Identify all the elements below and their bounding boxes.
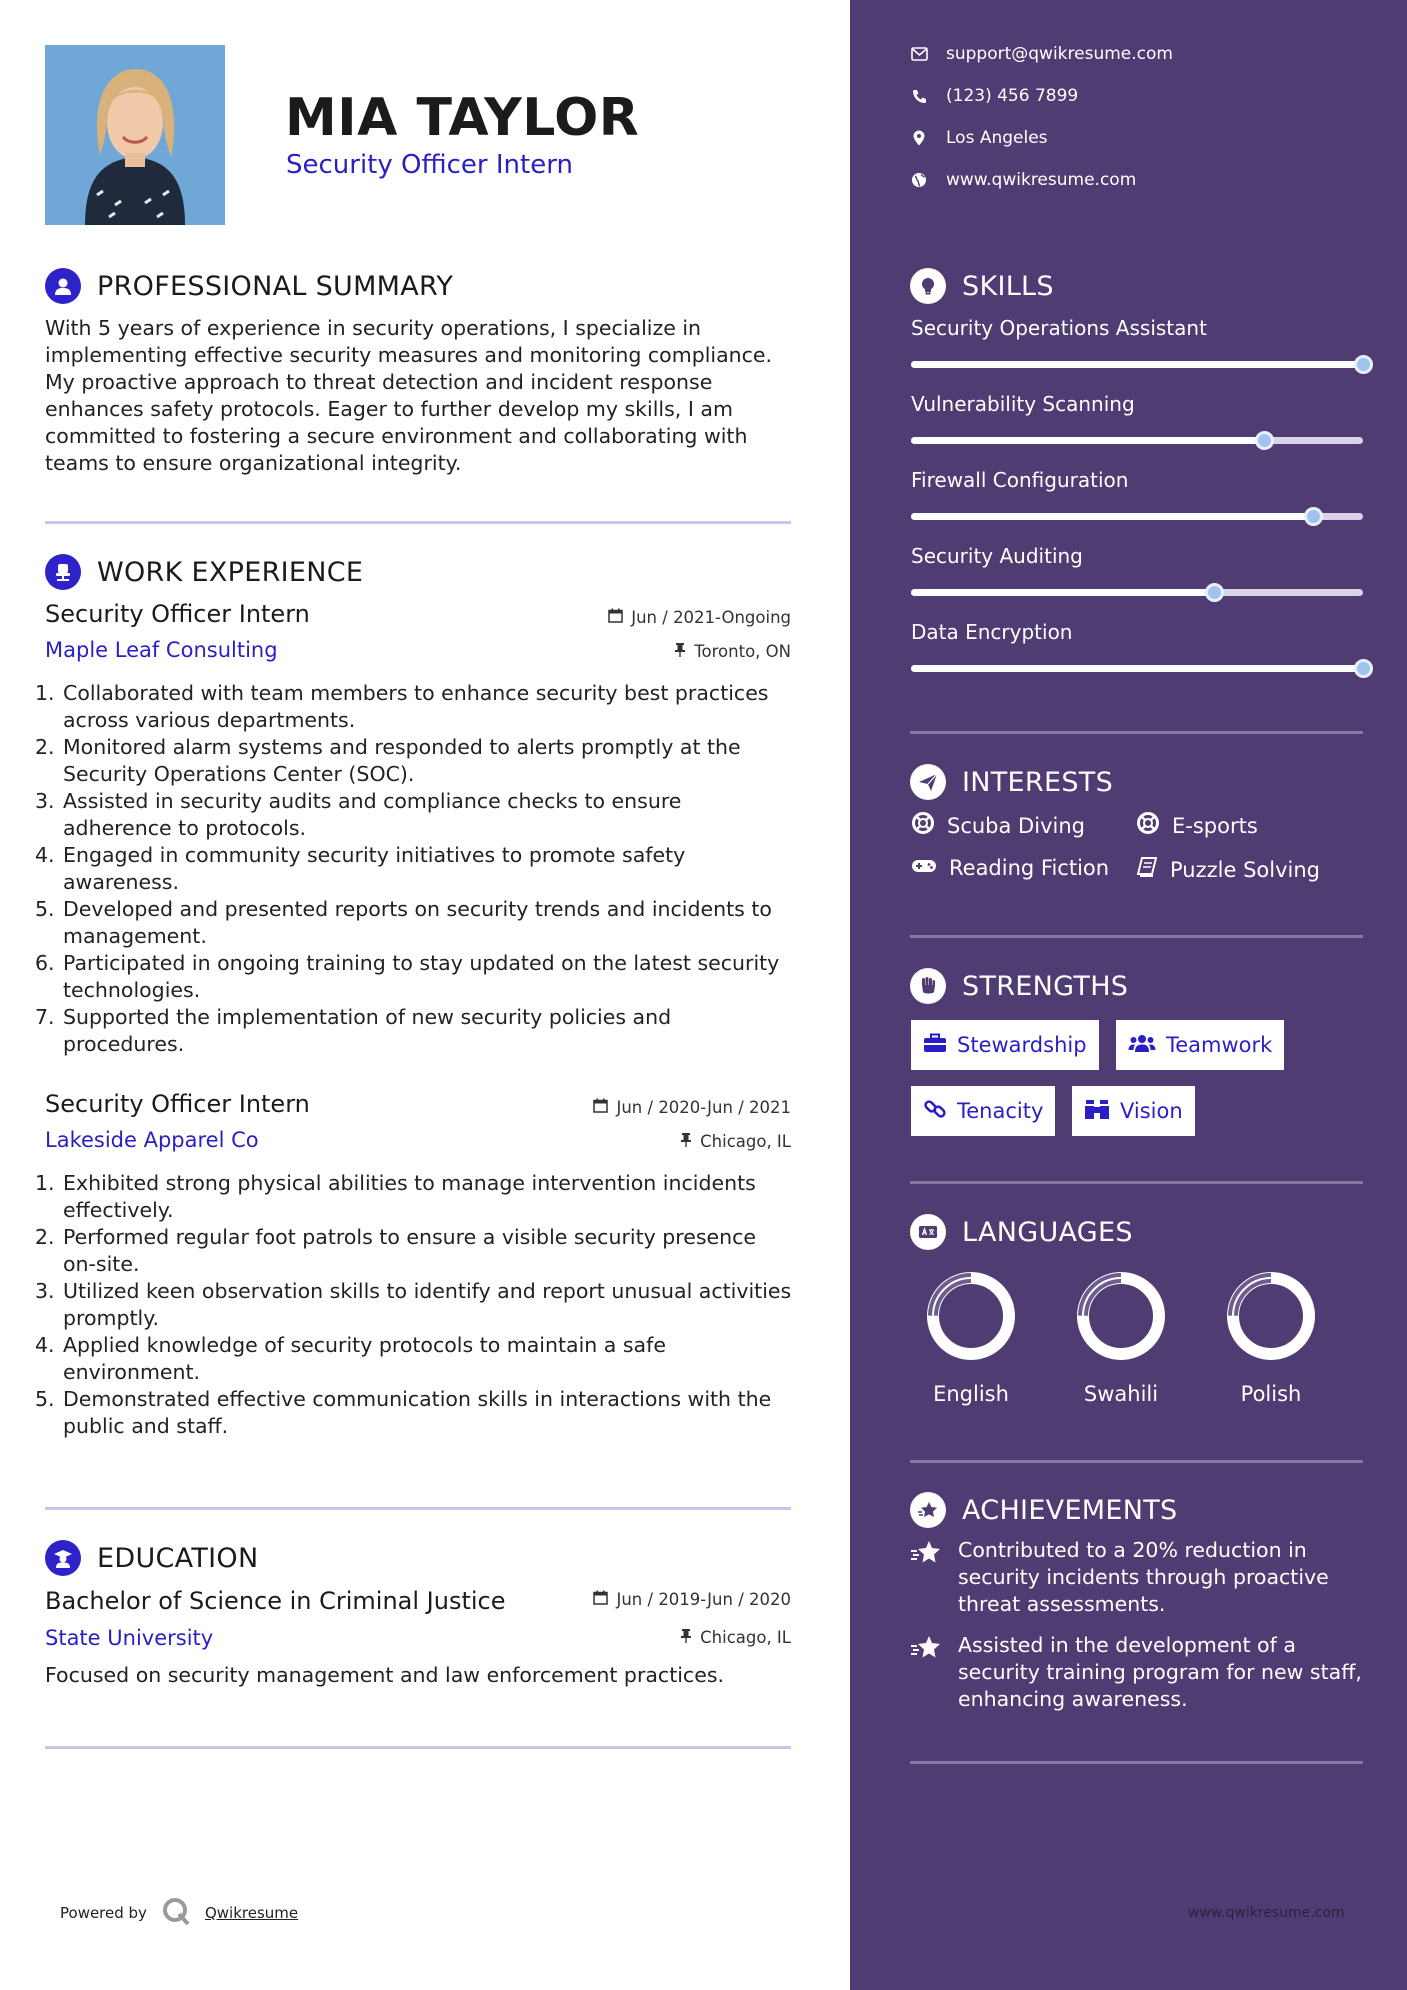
fist-icon (910, 968, 946, 1004)
footer-website[interactable]: www.qwikresume.com (1188, 1905, 1345, 1921)
language-item (911, 1268, 1031, 1406)
map-pin-icon (910, 129, 928, 147)
skill-label: Vulnerability Scanning (911, 392, 1135, 416)
job-location (674, 642, 791, 661)
interest-label: Puzzle Solving (1170, 857, 1320, 882)
language-item (1211, 1268, 1331, 1406)
skill-label: Security Operations Assistant (911, 316, 1207, 340)
interest-item (1136, 811, 1258, 840)
experience-title: WORK EXPERIENCE (97, 556, 364, 588)
skill-bar (911, 665, 1363, 672)
section-divider (910, 1181, 1363, 1184)
globe-icon (910, 171, 928, 189)
translate-icon (910, 1214, 946, 1250)
contact-phone-text: (123) 456 7899 (946, 86, 1079, 106)
strength-badge (911, 1086, 1055, 1136)
list-item: 4. Engaged in community security initiatives to promote safety awareness. (35, 843, 686, 894)
education-title: EDUCATION (97, 1542, 259, 1574)
candidate-role: Security Officer Intern (286, 150, 573, 180)
skill-bar (911, 437, 1363, 444)
interest-label: Scuba Diving (947, 813, 1085, 838)
skill-level-knob (1255, 431, 1274, 450)
binoculars-icon (1084, 1098, 1110, 1125)
contact-email[interactable] (910, 44, 1173, 64)
list-item: 7. Supported the implementation of new security policies and procedures. (35, 1005, 672, 1056)
candidate-name: MIA TAYLOR (285, 88, 640, 148)
list-item: 5. Demonstrated effective communication skills in interactions with the public and staff. (35, 1387, 772, 1438)
list-item: 5. Developed and presented reports on security trends and incidents to management. (35, 897, 772, 948)
strength-badge (1072, 1086, 1195, 1136)
section-divider (910, 1460, 1363, 1463)
sidebar (850, 0, 1407, 1990)
job-dates-text: Jun / 2021-Ongoing (631, 608, 791, 627)
language-name: Polish (1240, 1382, 1302, 1406)
job-dates (608, 608, 791, 627)
school-name: State University (45, 1626, 214, 1650)
achievements-header (910, 1492, 1178, 1528)
interest-item (1136, 856, 1320, 883)
strengths-title: STRENGTHS (962, 970, 1129, 1002)
skill-bar (911, 513, 1363, 520)
strength-label: Tenacity (957, 1099, 1044, 1123)
skill-bar (911, 361, 1363, 368)
profile-photo (45, 45, 225, 225)
list-item: 1. Collaborated with team members to enhance security best practices across various departments. (35, 681, 769, 732)
list-item: 2. Performed regular foot patrols to ensure a visible security presence on-site. (35, 1225, 757, 1276)
company-name: Maple Leaf Consulting (45, 638, 278, 662)
section-divider (45, 1507, 791, 1510)
summary-header (45, 268, 453, 304)
contact-location-text: Los Angeles (946, 128, 1048, 148)
summary-title: PROFESSIONAL SUMMARY (97, 270, 454, 302)
briefcase-icon (923, 1033, 947, 1058)
education-location-text: Chicago, IL (700, 1628, 791, 1647)
lifebuoy-icon (1136, 811, 1160, 840)
summary-text: With 5 years of experience in security operations, I specialize in implementing effective security measures and monitoring compliance. My proactive approach to threat detection and incident response enhances safety protocols. Eager to further develop my skills, I am committed to fostering a secure environment and collaborating with teams to ensure organizational integrity. (45, 316, 773, 475)
education-dates (593, 1590, 791, 1609)
skills-title: SKILLS (962, 270, 1054, 302)
interest-label: E-sports (1172, 813, 1258, 838)
powered-by-label: Powered by (60, 1904, 147, 1922)
calendar-icon (608, 608, 623, 627)
pin-icon (674, 642, 686, 661)
language-item (1061, 1268, 1181, 1406)
strengths-header (910, 968, 1128, 1004)
section-divider (45, 521, 791, 524)
interests-header (910, 764, 1113, 800)
skills-header (910, 268, 1054, 304)
job-bullets (35, 1170, 795, 1440)
calendar-icon (593, 1098, 608, 1117)
language-ring (923, 1268, 1019, 1364)
achievements-title: ACHIEVEMENTS (962, 1494, 1178, 1526)
list-item: 2. Monitored alarm systems and responded to alerts promptly at the Security Operations Center (SOC). (35, 735, 741, 786)
link-icon (923, 1097, 947, 1126)
users-icon (1128, 1033, 1156, 1058)
list-item: 1. Exhibited strong physical abilities to manage intervention incidents effectively. (35, 1171, 756, 1222)
envelope-icon (910, 45, 928, 63)
strength-label: Vision (1120, 1099, 1183, 1123)
phone-icon (910, 87, 928, 105)
qwikresume-logo-icon (161, 1896, 191, 1930)
contact-email-text: support@qwikresume.com (946, 44, 1173, 64)
gamepad-icon (911, 856, 937, 880)
education-dates-text: Jun / 2019-Jun / 2020 (616, 1590, 791, 1609)
job-location-text: Toronto, ON (694, 642, 791, 661)
job-dates (593, 1098, 791, 1117)
interests-title: INTERESTS (962, 766, 1114, 798)
strength-label: Stewardship (957, 1033, 1087, 1057)
list-item: 4. Applied knowledge of security protocols to maintain a safe environment. (35, 1333, 666, 1384)
education-description: Focused on security management and law enforcement practices. (45, 1663, 725, 1687)
contact-website-text: www.qwikresume.com (946, 170, 1137, 190)
strength-label: Teamwork (1166, 1033, 1273, 1057)
section-divider (910, 935, 1363, 938)
lightbulb-icon (910, 268, 946, 304)
strength-badge (1116, 1020, 1284, 1070)
book-icon (1136, 856, 1158, 883)
language-ring (1073, 1268, 1169, 1364)
pin-icon (680, 1132, 692, 1151)
contact-phone[interactable] (910, 86, 1078, 106)
list-item: 3. Utilized keen observation skills to identify and report unusual activities promptly. (35, 1279, 792, 1330)
star-badge-icon (910, 1492, 946, 1528)
strength-badge (911, 1020, 1099, 1070)
skill-bar-fill (911, 437, 1264, 444)
experience-header (45, 554, 363, 590)
powered-by (60, 1896, 298, 1930)
skill-bar-fill (911, 361, 1363, 368)
graduate-icon (45, 1540, 81, 1576)
skill-label: Data Encryption (911, 620, 1073, 644)
job-bullets (35, 680, 795, 1058)
education-location (680, 1628, 791, 1647)
language-ring (1223, 1268, 1319, 1364)
pin-icon (680, 1628, 692, 1647)
skill-label: Firewall Configuration (911, 468, 1129, 492)
paper-plane-icon (910, 764, 946, 800)
company-name: Lakeside Apparel Co (45, 1128, 259, 1152)
skill-bar-fill (911, 665, 1363, 672)
contact-website[interactable] (910, 170, 1136, 190)
job-title: Security Officer Intern (45, 600, 310, 628)
qwikresume-link[interactable]: Qwikresume (204, 1904, 299, 1922)
education-header (45, 1540, 258, 1576)
interest-item (911, 811, 1085, 840)
languages-title: LANGUAGES (962, 1216, 1133, 1248)
job-location (680, 1132, 791, 1151)
skill-level-knob (1304, 507, 1323, 526)
skill-label: Security Auditing (911, 544, 1083, 568)
list-item: 3. Assisted in security audits and compliance checks to ensure adherence to protocols. (35, 789, 682, 840)
job-location-text: Chicago, IL (700, 1132, 791, 1151)
achievement-item (910, 1537, 1380, 1618)
achievement-item (910, 1632, 1380, 1713)
list-item: 6. Participated in ongoing training to stay updated on the latest security technologies. (35, 951, 780, 1002)
user-icon (45, 268, 81, 304)
star-icon (910, 1632, 944, 1713)
skill-bar (911, 589, 1363, 596)
skill-level-knob (1205, 583, 1224, 602)
skill-bar-fill (911, 513, 1313, 520)
section-divider (910, 731, 1363, 734)
contact-location (910, 128, 1048, 148)
language-name: Swahili (1083, 1382, 1159, 1406)
language-name: English (933, 1382, 1009, 1406)
achievement-text: Assisted in the development of a security training program for new staff, enhancing awareness. (958, 1633, 1362, 1711)
skill-level-knob (1354, 355, 1373, 374)
lifebuoy-icon (911, 811, 935, 840)
office-chair-icon (45, 554, 81, 590)
calendar-icon (593, 1590, 608, 1609)
skill-level-knob (1354, 659, 1373, 678)
achievement-text: Contributed to a 20% reduction in security incidents through proactive threat assessments. (958, 1538, 1329, 1616)
section-divider (910, 1761, 1363, 1764)
job-dates-text: Jun / 2020-Jun / 2021 (616, 1098, 791, 1117)
interest-item (911, 856, 1109, 880)
languages-header (910, 1214, 1133, 1250)
degree-title: Bachelor of Science in Criminal Justice (45, 1587, 506, 1615)
skill-bar-fill (911, 589, 1214, 596)
job-title: Security Officer Intern (45, 1090, 310, 1118)
star-icon (910, 1537, 944, 1618)
section-divider (45, 1746, 791, 1749)
interest-label: Reading Fiction (949, 856, 1110, 880)
